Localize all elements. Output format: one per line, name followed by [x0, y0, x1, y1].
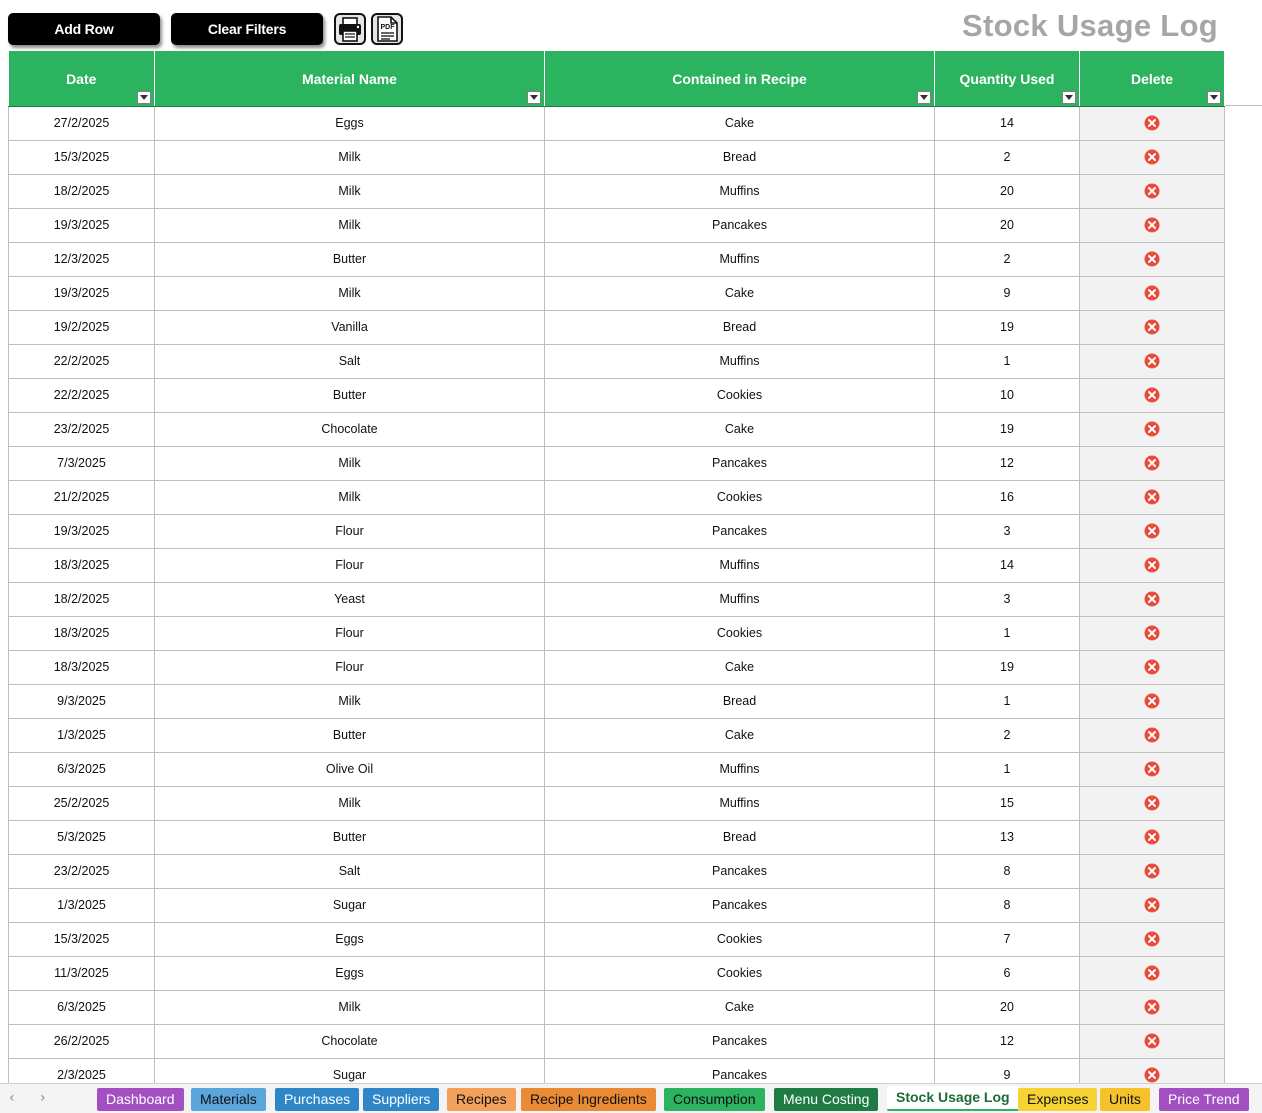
- quantity-cell[interactable]: 14: [935, 548, 1080, 582]
- delete-row-icon[interactable]: [1144, 999, 1160, 1015]
- delete-cell: [1080, 310, 1225, 344]
- recipe-cell[interactable]: Muffins: [545, 548, 935, 582]
- date-cell[interactable]: 2/3/2025: [9, 1058, 155, 1092]
- quantity-cell[interactable]: 1: [935, 752, 1080, 786]
- material-name-cell[interactable]: Olive Oil: [155, 752, 545, 786]
- tab-expenses[interactable]: Expenses: [1018, 1088, 1097, 1111]
- quantity-cell[interactable]: 7: [935, 922, 1080, 956]
- material-name-cell[interactable]: Butter: [155, 242, 545, 276]
- recipe-cell[interactable]: Cake: [545, 718, 935, 752]
- quantity-cell[interactable]: 9: [935, 1058, 1080, 1092]
- quantity-cell[interactable]: 8: [935, 888, 1080, 922]
- delete-row-icon[interactable]: [1144, 591, 1160, 607]
- delete-cell: [1080, 752, 1225, 786]
- tab-price-trend[interactable]: Price Trend: [1159, 1088, 1249, 1111]
- date-cell[interactable]: 1/3/2025: [9, 888, 155, 922]
- recipe-cell[interactable]: Cake: [545, 276, 935, 310]
- recipe-cell[interactable]: Bread: [545, 310, 935, 344]
- recipe-cell[interactable]: Cake: [545, 990, 935, 1024]
- recipe-cell[interactable]: Cookies: [545, 378, 935, 412]
- recipe-cell[interactable]: Cookies: [545, 922, 935, 956]
- filter-dropdown-icon[interactable]: [917, 91, 931, 104]
- recipe-cell[interactable]: Muffins: [545, 242, 935, 276]
- recipe-cell[interactable]: Pancakes: [545, 1058, 935, 1092]
- pdf-icon-text: PDF: [380, 24, 395, 31]
- table-row: [9, 990, 1225, 1024]
- table-row: [9, 480, 1225, 514]
- material-name-cell[interactable]: Milk: [155, 786, 545, 820]
- date-cell[interactable]: 11/3/2025: [9, 956, 155, 990]
- delete-row-icon[interactable]: [1144, 557, 1160, 573]
- table-row: [9, 378, 1225, 412]
- table-row: [9, 344, 1225, 378]
- date-cell[interactable]: 18/2/2025: [9, 582, 155, 616]
- delete-row-icon[interactable]: [1144, 863, 1160, 879]
- material-name-cell[interactable]: Butter: [155, 378, 545, 412]
- date-cell[interactable]: 26/2/2025: [9, 1024, 155, 1058]
- column-header-delete: [1080, 51, 1225, 106]
- delete-cell: [1080, 412, 1225, 446]
- tab-scroll-left-icon[interactable]: ‹: [9, 1090, 15, 1106]
- delete-cell: [1080, 990, 1225, 1024]
- date-cell[interactable]: 19/3/2025: [9, 276, 155, 310]
- delete-cell: [1080, 514, 1225, 548]
- date-cell[interactable]: 22/2/2025: [9, 378, 155, 412]
- quantity-cell[interactable]: 19: [935, 310, 1080, 344]
- delete-cell: [1080, 446, 1225, 480]
- tab-menu-costing[interactable]: Menu Costing: [774, 1088, 878, 1111]
- tab-recipe-ingredients[interactable]: Recipe Ingredients: [521, 1088, 656, 1111]
- table-row: [9, 786, 1225, 820]
- delete-row-icon[interactable]: [1144, 727, 1160, 743]
- column-header-label: Date: [66, 71, 97, 87]
- date-cell[interactable]: 21/2/2025: [9, 480, 155, 514]
- delete-cell: [1080, 820, 1225, 854]
- material-name-cell[interactable]: Sugar: [155, 1058, 545, 1092]
- delete-row-icon[interactable]: [1144, 455, 1160, 471]
- tab-purchases[interactable]: Purchases: [275, 1088, 359, 1111]
- quantity-cell[interactable]: 1: [935, 684, 1080, 718]
- tab-units[interactable]: Units: [1100, 1088, 1150, 1111]
- delete-row-icon[interactable]: [1144, 795, 1160, 811]
- date-cell[interactable]: 7/3/2025: [9, 446, 155, 480]
- date-cell[interactable]: 9/3/2025: [9, 684, 155, 718]
- table-row: [9, 446, 1225, 480]
- delete-cell: [1080, 786, 1225, 820]
- delete-cell: [1080, 582, 1225, 616]
- delete-cell: [1080, 344, 1225, 378]
- table-row: [9, 208, 1225, 242]
- date-cell[interactable]: 23/2/2025: [9, 412, 155, 446]
- quantity-cell[interactable]: 12: [935, 1024, 1080, 1058]
- table-row: [9, 1024, 1225, 1058]
- add-row-button[interactable]: Add Row: [8, 13, 160, 45]
- delete-row-icon[interactable]: [1144, 489, 1160, 505]
- material-name-cell[interactable]: Flour: [155, 650, 545, 684]
- date-cell[interactable]: 6/3/2025: [9, 752, 155, 786]
- delete-cell: [1080, 650, 1225, 684]
- delete-row-icon[interactable]: [1144, 1033, 1160, 1049]
- filter-dropdown-icon[interactable]: [137, 91, 151, 104]
- recipe-cell[interactable]: Bread: [545, 140, 935, 174]
- tab-stock-usage-log[interactable]: Stock Usage Log: [887, 1086, 1019, 1111]
- delete-cell: [1080, 480, 1225, 514]
- delete-row-icon[interactable]: [1144, 523, 1160, 539]
- tab-scroll-right-icon[interactable]: ›: [40, 1090, 46, 1106]
- date-cell[interactable]: 12/3/2025: [9, 242, 155, 276]
- material-name-cell[interactable]: Eggs: [155, 106, 545, 140]
- recipe-cell[interactable]: Pancakes: [545, 208, 935, 242]
- date-cell[interactable]: 18/3/2025: [9, 616, 155, 650]
- material-name-cell[interactable]: Eggs: [155, 956, 545, 990]
- tab-dashboard[interactable]: Dashboard: [97, 1088, 184, 1111]
- quantity-cell[interactable]: 2: [935, 242, 1080, 276]
- recipe-cell[interactable]: Muffins: [545, 752, 935, 786]
- quantity-cell[interactable]: 9: [935, 276, 1080, 310]
- delete-cell: [1080, 1024, 1225, 1058]
- material-name-cell[interactable]: Milk: [155, 684, 545, 718]
- date-cell[interactable]: 6/3/2025: [9, 990, 155, 1024]
- recipe-cell[interactable]: Pancakes: [545, 854, 935, 888]
- filter-dropdown-icon[interactable]: [1062, 91, 1076, 104]
- print-icon: [334, 13, 366, 45]
- delete-row-icon[interactable]: [1144, 285, 1160, 301]
- column-header-contained-in-recipe: [545, 51, 935, 106]
- recipe-cell[interactable]: Pancakes: [545, 1024, 935, 1058]
- material-name-cell[interactable]: Milk: [155, 480, 545, 514]
- delete-cell: [1080, 208, 1225, 242]
- tab-consumption[interactable]: Consumption: [664, 1088, 765, 1111]
- filter-dropdown-icon[interactable]: [1207, 91, 1221, 104]
- quantity-cell[interactable]: 20: [935, 990, 1080, 1024]
- quantity-cell[interactable]: 3: [935, 582, 1080, 616]
- delete-cell: [1080, 242, 1225, 276]
- date-cell[interactable]: 23/2/2025: [9, 854, 155, 888]
- recipe-cell[interactable]: Cake: [545, 412, 935, 446]
- recipe-cell[interactable]: Pancakes: [545, 514, 935, 548]
- clear-filters-button[interactable]: Clear Filters: [171, 13, 323, 45]
- quantity-cell[interactable]: 2: [935, 718, 1080, 752]
- recipe-cell[interactable]: Cookies: [545, 480, 935, 514]
- material-name-cell[interactable]: Flour: [155, 514, 545, 548]
- date-cell[interactable]: 19/3/2025: [9, 208, 155, 242]
- quantity-cell[interactable]: 8: [935, 854, 1080, 888]
- delete-row-icon[interactable]: [1144, 353, 1160, 369]
- table-row: [9, 242, 1225, 276]
- quantity-cell[interactable]: 14: [935, 106, 1080, 140]
- recipe-cell[interactable]: Bread: [545, 820, 935, 854]
- recipe-cell[interactable]: Cake: [545, 106, 935, 140]
- material-name-cell[interactable]: Milk: [155, 140, 545, 174]
- material-name-cell[interactable]: Flour: [155, 548, 545, 582]
- table-row: [9, 412, 1225, 446]
- delete-cell: [1080, 854, 1225, 888]
- column-header-label: Quantity Used: [959, 71, 1055, 87]
- table-row: [9, 650, 1225, 684]
- table-row: [9, 718, 1225, 752]
- quantity-cell[interactable]: 6: [935, 956, 1080, 990]
- recipe-cell[interactable]: Muffins: [545, 582, 935, 616]
- delete-row-icon[interactable]: [1144, 183, 1160, 199]
- pdf-button[interactable]: [371, 13, 403, 45]
- quantity-cell[interactable]: 3: [935, 514, 1080, 548]
- recipe-cell[interactable]: Muffins: [545, 174, 935, 208]
- table-row: [9, 820, 1225, 854]
- column-header-quantity-used: [935, 51, 1080, 106]
- material-name-cell[interactable]: Salt: [155, 344, 545, 378]
- delete-row-icon[interactable]: [1144, 421, 1160, 437]
- material-name-cell[interactable]: Vanilla: [155, 310, 545, 344]
- delete-row-icon[interactable]: [1144, 693, 1160, 709]
- table-row: [9, 276, 1225, 310]
- recipe-cell[interactable]: Pancakes: [545, 446, 935, 480]
- table-row: [9, 888, 1225, 922]
- material-name-cell[interactable]: Sugar: [155, 888, 545, 922]
- table-row: [9, 310, 1225, 344]
- header-divider: [1224, 105, 1262, 106]
- tab-materials[interactable]: Materials: [191, 1088, 266, 1111]
- material-name-cell[interactable]: Milk: [155, 276, 545, 310]
- table-row: [9, 922, 1225, 956]
- date-cell[interactable]: 1/3/2025: [9, 718, 155, 752]
- quantity-cell[interactable]: 2: [935, 140, 1080, 174]
- material-name-cell[interactable]: Milk: [155, 990, 545, 1024]
- quantity-cell[interactable]: 1: [935, 344, 1080, 378]
- material-name-cell[interactable]: Butter: [155, 718, 545, 752]
- material-name-cell[interactable]: Salt: [155, 854, 545, 888]
- recipe-cell[interactable]: Muffins: [545, 786, 935, 820]
- quantity-cell[interactable]: 20: [935, 174, 1080, 208]
- delete-cell: [1080, 616, 1225, 650]
- table-row: [9, 174, 1225, 208]
- delete-row-icon[interactable]: [1144, 387, 1160, 403]
- material-name-cell[interactable]: Yeast: [155, 582, 545, 616]
- recipe-cell[interactable]: Cookies: [545, 956, 935, 990]
- delete-row-icon[interactable]: [1144, 115, 1160, 131]
- delete-row-icon[interactable]: [1144, 217, 1160, 233]
- quantity-cell[interactable]: 1: [935, 616, 1080, 650]
- table-row: [9, 548, 1225, 582]
- date-cell[interactable]: 19/2/2025: [9, 310, 155, 344]
- tab-recipes[interactable]: Recipes: [447, 1088, 516, 1111]
- toolbar: [0, 0, 1262, 50]
- table-body: [9, 106, 1225, 1092]
- delete-cell: [1080, 140, 1225, 174]
- material-name-cell[interactable]: Chocolate: [155, 1024, 545, 1058]
- delete-row-icon[interactable]: [1144, 659, 1160, 675]
- material-name-cell[interactable]: Chocolate: [155, 412, 545, 446]
- delete-row-icon[interactable]: [1144, 149, 1160, 165]
- date-cell[interactable]: 18/3/2025: [9, 650, 155, 684]
- delete-row-icon[interactable]: [1144, 319, 1160, 335]
- date-cell[interactable]: 27/2/2025: [9, 106, 155, 140]
- delete-cell: [1080, 548, 1225, 582]
- print-button[interactable]: [334, 13, 366, 45]
- table-row: [9, 616, 1225, 650]
- date-cell[interactable]: 15/3/2025: [9, 140, 155, 174]
- date-cell[interactable]: 19/3/2025: [9, 514, 155, 548]
- table-row: [9, 514, 1225, 548]
- quantity-cell[interactable]: 12: [935, 446, 1080, 480]
- column-header-label: Material Name: [302, 71, 397, 87]
- quantity-cell[interactable]: 20: [935, 208, 1080, 242]
- table-row: [9, 854, 1225, 888]
- date-cell[interactable]: 22/2/2025: [9, 344, 155, 378]
- pdf-icon: [371, 13, 403, 45]
- date-cell[interactable]: 18/2/2025: [9, 174, 155, 208]
- date-cell[interactable]: 15/3/2025: [9, 922, 155, 956]
- stock-usage-table-wrapper: [8, 51, 1225, 1093]
- quantity-cell[interactable]: 16: [935, 480, 1080, 514]
- delete-cell: [1080, 276, 1225, 310]
- delete-cell: [1080, 922, 1225, 956]
- delete-row-icon[interactable]: [1144, 1067, 1160, 1083]
- filter-dropdown-icon[interactable]: [527, 91, 541, 104]
- quantity-cell[interactable]: 10: [935, 378, 1080, 412]
- recipe-cell[interactable]: Muffins: [545, 344, 935, 378]
- delete-cell: [1080, 378, 1225, 412]
- column-header-date: [9, 51, 155, 106]
- delete-row-icon[interactable]: [1144, 829, 1160, 845]
- stock-usage-table: [8, 51, 1225, 1093]
- delete-row-icon[interactable]: [1144, 251, 1160, 267]
- delete-cell: [1080, 106, 1225, 140]
- table-row: [9, 106, 1225, 140]
- quantity-cell[interactable]: 19: [935, 650, 1080, 684]
- column-header-label: Contained in Recipe: [672, 71, 807, 87]
- material-name-cell[interactable]: Milk: [155, 208, 545, 242]
- table-header-row: [9, 51, 1225, 106]
- recipe-cell[interactable]: Cookies: [545, 616, 935, 650]
- tab-suppliers[interactable]: Suppliers: [363, 1088, 439, 1111]
- material-name-cell[interactable]: Milk: [155, 446, 545, 480]
- delete-cell: [1080, 718, 1225, 752]
- delete-cell: [1080, 888, 1225, 922]
- column-header-material-name: [155, 51, 545, 106]
- table-row: [9, 752, 1225, 786]
- quantity-cell[interactable]: 19: [935, 412, 1080, 446]
- column-header-label: Delete: [1130, 71, 1174, 87]
- recipe-cell[interactable]: Bread: [545, 684, 935, 718]
- recipe-cell[interactable]: Pancakes: [545, 888, 935, 922]
- sheet-tab-bar: [0, 1083, 1262, 1113]
- delete-row-icon[interactable]: [1144, 761, 1160, 777]
- delete-row-icon[interactable]: [1144, 965, 1160, 981]
- date-cell[interactable]: 25/2/2025: [9, 786, 155, 820]
- material-name-cell[interactable]: Flour: [155, 616, 545, 650]
- delete-row-icon[interactable]: [1144, 897, 1160, 913]
- recipe-cell[interactable]: Cake: [545, 650, 935, 684]
- quantity-cell[interactable]: 13: [935, 820, 1080, 854]
- table-row: [9, 956, 1225, 990]
- material-name-cell[interactable]: Butter: [155, 820, 545, 854]
- delete-row-icon[interactable]: [1144, 931, 1160, 947]
- date-cell[interactable]: 5/3/2025: [9, 820, 155, 854]
- delete-row-icon[interactable]: [1144, 625, 1160, 641]
- material-name-cell[interactable]: Milk: [155, 174, 545, 208]
- material-name-cell[interactable]: Eggs: [155, 922, 545, 956]
- date-cell[interactable]: 18/3/2025: [9, 548, 155, 582]
- delete-cell: [1080, 174, 1225, 208]
- table-row: [9, 582, 1225, 616]
- table-row: [9, 140, 1225, 174]
- page-title: Stock Usage Log: [962, 8, 1218, 43]
- table-row: [9, 684, 1225, 718]
- quantity-cell[interactable]: 15: [935, 786, 1080, 820]
- delete-cell: [1080, 956, 1225, 990]
- delete-cell: [1080, 684, 1225, 718]
